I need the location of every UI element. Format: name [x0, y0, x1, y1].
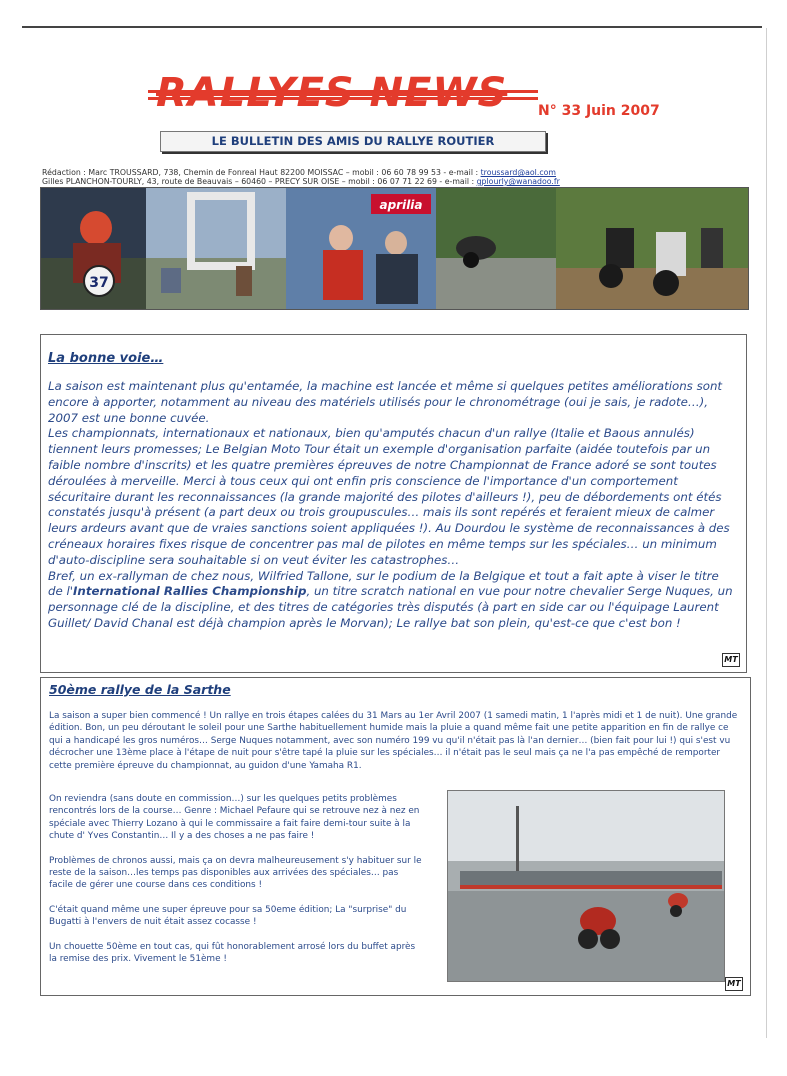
- article-sarthe-column: [49, 793, 424, 977]
- masthead-logo: [148, 70, 538, 126]
- contact-1-text: Rédaction : Marc TROUSSARD, 738, Chemin de Fonreal Haut 82200 MOISSAC – mobil : 06 60 78 99 53 - e-mail :: [42, 168, 481, 177]
- race-photo: [447, 790, 725, 982]
- article-editorial-paragraph: La saison est maintenant plus qu'entamée, la machine est lancée et même si quelques petites améliorations sont encore à apporter, notamment au niveau des matériels utilisés pour le chronométrage (oui je sais, je radote…), 2007 est une bonne cuvée.: [48, 379, 723, 425]
- author-badge: MT: [722, 653, 740, 667]
- article-editorial: [40, 334, 747, 673]
- contact-2-email[interactable]: gplourly@wanadoo.fr: [476, 177, 560, 186]
- contact-line-1: [42, 168, 556, 177]
- championship-name: International Rallies Championship: [73, 584, 307, 599]
- photo-collage-image: [41, 188, 748, 309]
- article-sarthe: [40, 677, 751, 996]
- author-badge: MT: [725, 977, 743, 991]
- top-rule: [22, 26, 762, 28]
- bulletin-subtitle: LE BULLETIN DES AMIS DU RALLYE ROUTIER: [160, 131, 546, 152]
- article-sarthe-paragraph: On reviendra (sans doute en commission…) sur les quelques petits problèmes rencontrés lors de la course… Genre : Michael Pefaure qui se retrouve nez à nez en spéciale avec Thierry Lozano à qui le commissaire a fait faire demi-tour suite à la chute d' Yves Constantin… Il y a des choses a ne pas faire !: [49, 794, 420, 842]
- contact-2-text: Gilles PLANCHON-TOURLY, 43, route de Beauvais – 60460 – PRECY SUR OISE – mobil : 06 07 71 22 69 - e-mail :: [42, 177, 477, 186]
- article-sarthe-paragraph: Un chouette 50ème en tout cas, qui fût honorablement arrosé lors du buffet après la remise des prix. Vivement le 51ème !: [49, 941, 416, 965]
- contact-1-email[interactable]: troussard@aol.com: [480, 168, 556, 177]
- contact-line-2: [42, 177, 560, 186]
- article-sarthe-intro: La saison a super bien commencé ! Un rallye en trois étapes calées du 31 Mars au 1er Avril 2007 (1 samedi matin, 1 l'après midi et 1 de nuit). Une grande édition. Bon, un peu déroutant le soleil pour une Sarthe habituellement humide mais la pluie a quand même fait une petite apparition en fin de rallye ce qui a handicapé les gros numéros… Serge Nuques notamment, avec son numéro 199 vu qu'il n'était pas là l'an dernier… (bien fait pour lui !) qui s'est vu décrocher une 13ème place à l'étape de nuit pour s'être tapé la pluie sur les spéciales… il n'était pas le seul mais ça ne l'a pas empêché de remporter cette première épreuve du championnat, au guidon d'une Yamaha R1.: [49, 711, 738, 771]
- article-editorial-paragraph-last: [48, 569, 736, 632]
- photo-collage: [40, 187, 749, 310]
- last-para-end: , un titre scratch national en vue pour notre chevalier Serge Nuques, un personnage clé de la discipline, et des titres de catégories très disputés (à part en side car ou l'équipage Laurent Guillet/ David Chanal est déjà champion après le Morvan); Le rallye bat son plein, qu'est-ce que c'est bon !: [48, 584, 733, 630]
- race-number: 37: [89, 275, 109, 291]
- article-sarthe-heading: 50ème rallye de la Sarthe: [49, 682, 231, 697]
- race-photo-image: [448, 791, 724, 981]
- aprilia-banner: aprilia: [379, 198, 423, 212]
- last-para-start: Bref, un ex-rallyman de chez nous, Wilfried Tallone, sur le podium de la Belgique et tout a fait apte à viser le titre de l': [48, 568, 719, 599]
- article-sarthe-paragraph: Problèmes de chronos aussi, mais ça on devra malheureusement s'y habituer sur le reste de la saison…les temps pas disponibles aux arrivées des spéciales… pas facile de gérer une course dans ces conditions !: [49, 855, 422, 891]
- masthead-title: RALLYES NEWS: [156, 70, 508, 116]
- article-editorial-paragraph: Les championnats, internationaux et nationaux, bien qu'amputés chacun d'un rallye (Italie et Baous annulés) tiennent leurs promesses; Le Belgian Moto Tour était un exemple d'organisation parfaite (aidée toutefois par un faible nombre d'inscrits) et les quatre premières épreuves de notre Championnat de France adoré se sont toutes déroulées à merveille. Merci à tous ceux qui ont enfin pris conscience de l'importance d'un comportement sécuritaire durant les reconnaissances (la grande majorité des pilotes d'ailleurs !), peu de débordements ont étés constatés jusqu'à présent (a part deux ou trois groupuscules… mais ils sont repérés et feraient mieux de calmer leurs ardeurs avant que de vraies sanctions soient appliquées !). Au Dourdou le système de reconnaissances à des créneaux horaires fixes risque de concentrer pas mal de pilotes en même temps sur les spéciales… un minimum d'auto-discipline sera souhaitable si on veut éviter les catastrophes…: [48, 426, 730, 567]
- article-editorial-heading: La bonne voie…: [48, 351, 164, 366]
- page-edge: [766, 28, 767, 1038]
- article-sarthe-paragraph: C'était quand même une super épreuve pour sa 50eme édition; La "surprise" du Bugatti à l'envers de nuit était assez cocasse !: [49, 904, 407, 928]
- issue-number: N° 33 Juin 2007: [538, 103, 660, 119]
- article-editorial-body: [48, 379, 736, 632]
